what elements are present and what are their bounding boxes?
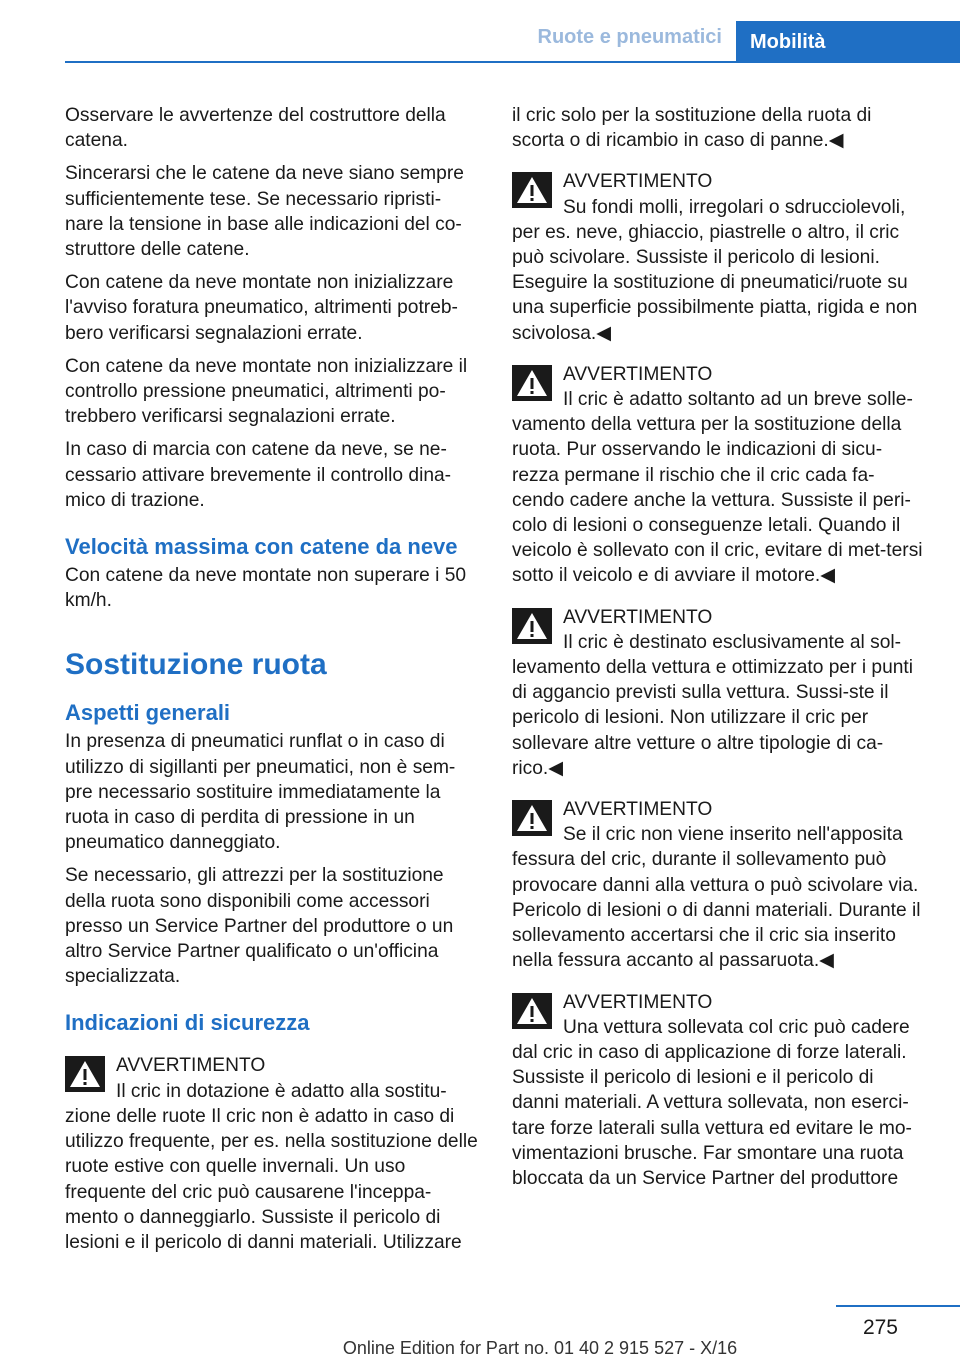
paragraph: In caso di marcia con catene da neve, se ne-cessario attivare brevemente il controllo dina-mico di trazione. (65, 439, 452, 511)
edition-footer: Online Edition for Part no. 01 40 2 915 527 - X/16 (342, 1338, 738, 1358)
paragraph: Osservare le avvertenze del costruttore della catena. (65, 105, 446, 152)
paragraph: il cric solo per la sostituzione della ruota di scorta o di ricambio in caso di panne.◀ (512, 105, 872, 152)
warning-text: fessura del cric, durante il sollevamento può provocare danni alla vettura o può scivolare via. Pericolo di lesioni o di danni materiali. Durante il sollevamento accertarsi che il cric sia inserito nella fessura accanto al passaruota.◀ (512, 849, 921, 972)
footer-rule (836, 1305, 960, 1307)
paragraph: Se necessario, gli attrezzi per la sostituzione della ruota sono disponibili come accessori presso un Service Partner del produttore o un altro Service Partner qualificato o un'officina specializzata. (65, 865, 454, 988)
warning-triangle-icon (512, 608, 552, 644)
left-column (65, 103, 478, 1265)
warning-block (65, 1053, 478, 1255)
warning-first-line: Su fondi molli, irregolari o sdrucciolevoli, (563, 196, 906, 218)
heading-safety: Indicazioni di sicurezza (65, 1010, 310, 1036)
warning-first-line: Una vettura sollevata col cric può cadere (563, 1016, 910, 1038)
paragraph: Sincerarsi che le catene da neve siano sempre sufficientemente tese. Se necessario ripristi-nare la tensione in base alle indicazioni del co-struttore delle catene. (65, 163, 464, 261)
warning-text: per es. neve, ghiaccio, piastrelle o altro, il cric può scivolare. Sussiste il pericolo di lesioni. Eseguire la sostituzione di pneumatici/ruote su una superficie possibilmente piatta, rigida e non scivolosa.◀ (512, 221, 918, 344)
paragraph: Con catene da neve montate non inizializzare il controllo pressione pneumatici, altrimenti po-trebbero verificarsi segnalazioni errate. (65, 355, 468, 428)
warning-title: AVVERTIMENTO (563, 606, 713, 628)
warning-block (512, 990, 925, 1192)
warning-first-line: Il cric in dotazione è adatto alla sostitu- (116, 1080, 447, 1102)
warning-block (512, 362, 925, 589)
warning-text: levamento della vettura e ottimizzato per i punti di aggancio previsti sulla vettura. Sussi-ste il pericolo di lesioni. Non utilizzare il cric per sollevare altre vetture o altre tipologie di ca-rico.◀ (512, 657, 914, 779)
warning-block (512, 169, 925, 345)
warning-triangle-icon (512, 993, 552, 1029)
warning-title: AVVERTIMENTO (563, 171, 713, 193)
warning-first-line: Il cric è destinato esclusivamente al sol- (563, 631, 902, 653)
section-title: Ruote e pneumatici (537, 26, 722, 48)
warning-title: AVVERTIMENTO (563, 799, 713, 821)
right-column (512, 103, 925, 1201)
warning-first-line: Se il cric non viene inserito nell'apposita (563, 824, 903, 846)
warning-title: AVVERTIMENTO (563, 363, 713, 385)
warning-text: zione delle ruote Il cric non è adatto in caso di utilizzo frequente, per es. nella sostituzione delle ruote estive con quelle invernali. Un uso frequente del cric può causarene l'inceppa-mento o danneggiarlo. Sussiste il pericolo di lesioni e il pericolo di danni materiali. Utilizzare (65, 1105, 478, 1253)
chapter-tab: Mobilità (736, 21, 960, 61)
warning-first-line: Il cric è adatto soltanto ad un breve solle- (563, 389, 913, 411)
page-number: 275 (862, 1316, 898, 1339)
warning-triangle-icon (512, 800, 552, 836)
warning-text: dal cric in caso di applicazione di forze laterali. Sussiste il pericolo di lesioni e il pericolo di danni materiali. A vettura sollevata, non eserci-tare forze laterali sulla vettura ed evitare le mo-vimentazioni brusche. Far smontare una ruota bloccata da un Service Partner del produttore (512, 1041, 912, 1189)
header-rule (65, 61, 960, 63)
page-header (0, 0, 960, 62)
warning-block (512, 605, 925, 781)
warning-text: vamento della vettura per la sostituzione della ruota. Pur osservando le indicazioni di sicu-rezza permane il rischio che il cric cada fa-cendo cadere anche la vettura. Sussiste il peri-colo di lesioni o conseguenze letali. Quando il veicolo è sollevato con il cric, evitare di met-tersi sotto il veicolo e di avviare il motore.◀ (512, 414, 923, 587)
warning-title: AVVERTIMENTO (116, 1055, 266, 1077)
warning-triangle-icon (512, 365, 552, 401)
paragraph: Con catene da neve montate non superare i 50 km/h. (65, 565, 467, 612)
warning-triangle-icon (512, 172, 552, 208)
heading-general: Aspetti generali (65, 700, 231, 726)
paragraph: Con catene da neve montate non inizializzare l'avviso foratura pneumatico, altrimenti potreb-bero verificarsi segnalazioni errate. (65, 272, 458, 344)
heading-speed: Velocità massima con catene da neve (65, 534, 458, 560)
heading-wheel-change: Sostituzione ruota (65, 648, 327, 682)
warning-title: AVVERTIMENTO (563, 991, 713, 1013)
paragraph: In presenza di pneumatici runflat o in caso di utilizzo di sigillanti per pneumatici, non è sem-pre necessario sostituire immediatamente la ruota in caso di perdita di pressione in un pneumatico danneggiato. (65, 731, 456, 854)
warning-triangle-icon (65, 1056, 105, 1092)
warning-block (512, 797, 925, 973)
